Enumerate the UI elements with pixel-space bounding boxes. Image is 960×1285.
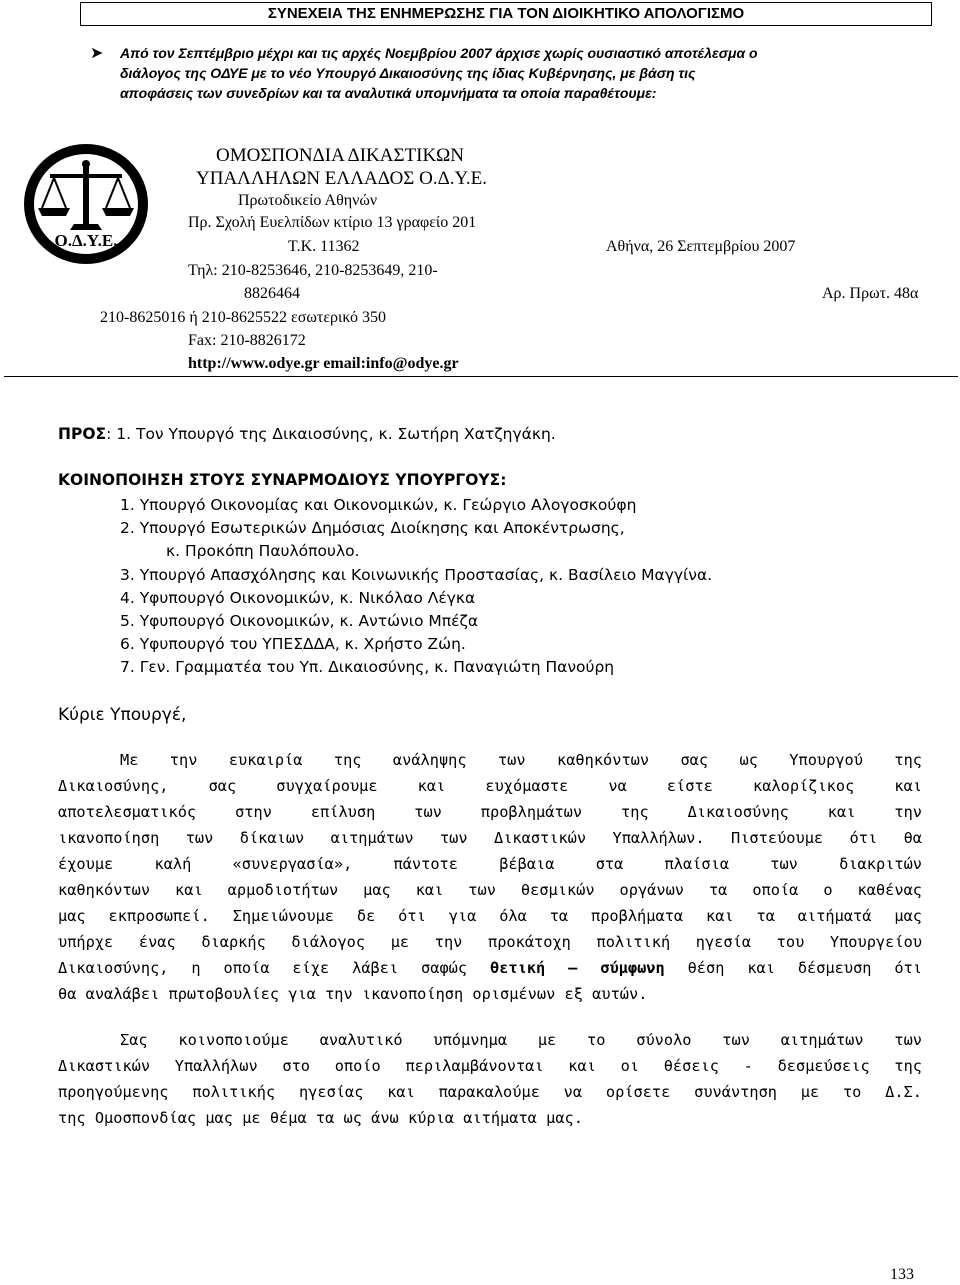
p1-line: μας εκπροσωπεί. Σημειώνουμε δε ότι για όλα τα προβλήματα και τα αιτήματά μας bbox=[58, 907, 922, 925]
cc-item-3: 3. Υπουργό Απασχόλησης και Κοινωνικής Προστασίας, κ. Βασίλειο Μαγγίνα. bbox=[120, 566, 713, 584]
org-court: Πρωτοδικείο Αθηνών bbox=[238, 192, 378, 209]
to-line bbox=[58, 425, 556, 443]
p2-line: Δικαστικών Υπαλλήλων στο οποίο περιλαμβάνονται και οι θέσεις - δεσμεύσεις της bbox=[58, 1057, 922, 1075]
cc-item-7: 7. Γεν. Γραμματέα του Υπ. Δικαιοσύνης, κ. Παναγιώτη Πανούρη bbox=[120, 658, 615, 676]
cc-heading: ΚΟΙΝΟΠΟΙΗΣΗ ΣΤΟΥΣ ΣΥΝΑΡΜΟΔΙΟΥΣ ΥΠΟΥΡΓΟΥΣ: bbox=[58, 471, 507, 489]
p2-line: προηγούμενης πολιτικής ηγεσίας και παρακαλούμε να ορίσετε συνάντηση με το Δ.Σ. bbox=[58, 1083, 922, 1101]
p1-line-last: θα αναλάβει πρωτοβουλίες για την ικανοποίηση ορισμένων εξ αυτών. bbox=[58, 985, 648, 1003]
emphasis-positive: θετική bbox=[490, 959, 546, 977]
cc-item-2-cont: κ. Προκόπη Παυλόπουλο. bbox=[166, 542, 360, 560]
p2-line: Σας κοινοποιούμε αναλυτικό υπόμνημα με το σύνολο των αιτημάτων των bbox=[120, 1031, 922, 1049]
org-phone-line-1: Τηλ: 210-8253646, 210-8253649, 210- bbox=[188, 262, 438, 279]
cc-item-6: 6. Υφυπουργό του ΥΠΕΣΔΔΑ, κ. Χρήστο Ζώη. bbox=[120, 635, 466, 653]
p1-line: υπήρχε ένας διαρκής διάλογος με την προκάτοχη πολιτική ηγεσία του Υπουργείου bbox=[58, 933, 922, 951]
cc-item-4: 4. Υφυπουργό Οικονομικών, κ. Νικόλαο Λέγκα bbox=[120, 589, 476, 607]
to-label: ΠΡΟΣ bbox=[58, 425, 107, 443]
intro-line-1: Από τον Σεπτέμβριο μέχρι και τις αρχές Νοεμβρίου 2007 άρχισε χωρίς ουσιαστικό αποτέλεσμα ο bbox=[120, 45, 758, 61]
org-postcode: Τ.Κ. 11362 bbox=[288, 238, 360, 255]
cc-item-1: 1. Υπουργό Οικονομίας και Οικονομικών, κ. Γεώργιο Αλογοσκούφη bbox=[120, 496, 637, 514]
federation-logo bbox=[20, 140, 152, 268]
org-phone-line-2: 8826464 bbox=[244, 285, 300, 302]
p1-text: θέση και δέσμευση ότι bbox=[664, 959, 923, 977]
protocol-number: Αρ. Πρωτ. 48α bbox=[822, 285, 919, 302]
cc-item-2: 2. Υπουργό Εσωτερικών Δημόσιας Διοίκησης και Αποκέντρωσης, bbox=[120, 519, 625, 537]
org-name-line-2: ΥΠΑΛΛΗΛΩΝ ΕΛΛΑΔΟΣ Ο.Δ.Υ.Ε. bbox=[196, 168, 488, 189]
salutation: Κύριε Υπουργέ, bbox=[58, 705, 187, 725]
logo-letters: Ο.Δ.Υ.Ε. bbox=[54, 231, 118, 250]
emphasis-agreeing: σύμφωνη bbox=[600, 959, 665, 977]
org-address: Πρ. Σχολή Ευελπίδων κτίριο 13 γραφείο 201 bbox=[188, 214, 477, 231]
arrow-bullet-icon: ➤ bbox=[90, 45, 104, 62]
p1-line: αποτελεσματικός στην επίλυση των προβλημάτων της Δικαιοσύνης και την bbox=[58, 803, 922, 821]
p1-text: Δικαιοσύνης, η οποία είχε λάβει σαφώς bbox=[58, 959, 490, 977]
emphasis-dash: – bbox=[545, 959, 601, 977]
org-phone-line-3: 210-8625016 ή 210-8625522 εσωτερικό 350 bbox=[100, 309, 387, 326]
page-heading: ΣΥΝΕΧΕΙΑ ΤΗΣ ΕΝΗΜΕΡΩΣΗΣ ΓΙΑ ΤΟΝ ΔΙΟΙΚΗΤΙΚΟ ΑΠΟΛΟΓΙΣΜΟ bbox=[267, 5, 745, 22]
intro-line-2: διάλογος της ΟΔΥΕ με το νέο Υπουργό Δικαιοσύνης της ίδιας Κυβέρνησης, με βάση τις bbox=[120, 65, 696, 81]
letter-date: Αθήνα, 26 Σεπτεμβρίου 2007 bbox=[606, 238, 796, 255]
letterhead-divider bbox=[4, 376, 958, 377]
page-heading-box bbox=[80, 2, 932, 26]
page-number: 133 bbox=[890, 1266, 914, 1283]
p1-line-with-emphasis bbox=[58, 959, 922, 977]
org-name-line-1: ΟΜΟΣΠΟΝΔΙΑ ΔΙΚΑΣΤΙΚΩΝ bbox=[216, 145, 465, 166]
p1-line: Με την ευκαιρία της ανάληψης των καθηκόντων σας ως Υπουργού της bbox=[120, 751, 922, 769]
org-fax: Fax: 210-8826172 bbox=[188, 332, 306, 349]
p1-line: Δικαιοσύνης, σας συγχαίρουμε και ευχόμαστε να είστε καλορίζικος και bbox=[58, 777, 922, 795]
intro-line-3: αποφάσεις των συνεδρίων και τα αναλυτικά υπομνήματα τα οποία παραθέτουμε: bbox=[120, 85, 657, 101]
p1-line: ικανοποίηση των δίκαιων αιτημάτων των Δικαστικών Υπαλλήλων. Πιστεύουμε ότι θα bbox=[58, 829, 922, 847]
cc-item-5: 5. Υφυπουργό Οικονομικών, κ. Αντώνιο Μπέζα bbox=[120, 612, 479, 630]
to-recipient: : 1. Τον Υπουργό της Δικαιοσύνης, κ. Σωτήρη Χατζηγάκη. bbox=[106, 425, 556, 443]
p2-line-last: της Ομοσπονδίας μας με θέμα τα ως άνω κύρια αιτήματα μας. bbox=[58, 1109, 583, 1127]
p1-line: έχουμε καλή «συνεργασία», πάντοτε βέβαια στα πλαίσια των διακριτών bbox=[58, 855, 922, 873]
org-web-email: http://www.odye.gr email:info@odye.gr bbox=[188, 355, 459, 372]
p1-line: καθηκόντων και αρμοδιοτήτων μας και των θεσμικών οργάνων τα οποία ο καθένας bbox=[58, 881, 922, 899]
